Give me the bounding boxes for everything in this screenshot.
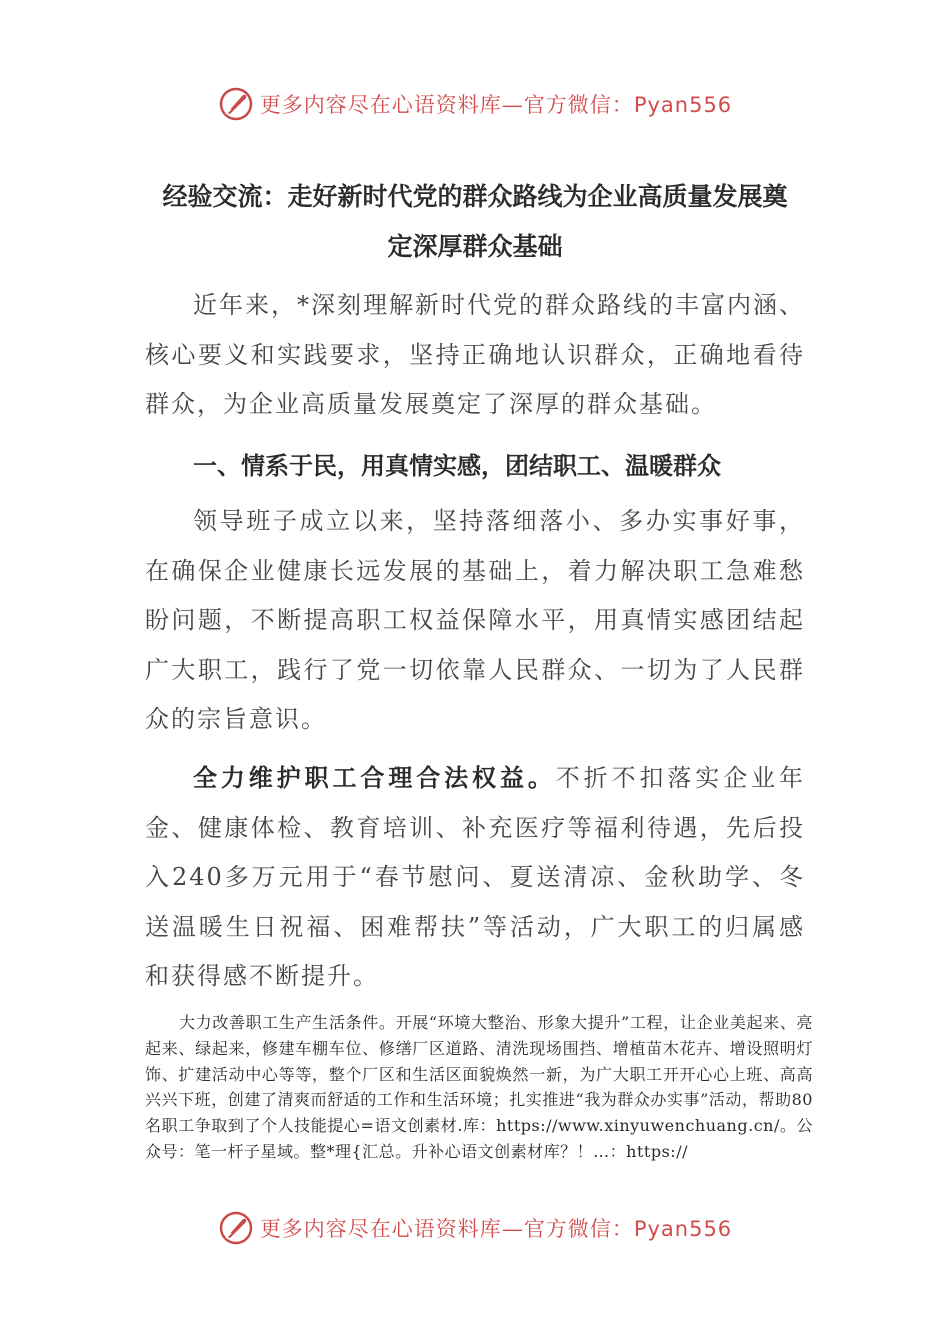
title-line-1: 经验交流：走好新时代党的群众路线为企业高质量发展奠 — [162, 182, 788, 211]
banner-wechat-label: 官方微信： — [523, 1217, 634, 1241]
feather-pen-logo-icon — [218, 86, 254, 122]
section-paragraph: 领导班子成立以来，坚持落细落小、多办实事好事，在确保企业健康长远发展的基础上，着力解决职工急难愁盼问题，不断提高职工权益保障水平，用真情实感团结起广大职工，践行了党一切依靠人民群众、一切为了人民群众的宗旨意识。 — [145, 507, 805, 733]
banner-wechat-id: Pyan556 — [633, 93, 733, 117]
banner-wechat-id: Pyan556 — [633, 1217, 733, 1241]
banner-text — [260, 1213, 732, 1243]
point-1-body: 不折不扣落实企业年金、健康体检、教育培训、补充医疗等福利待遇，先后投入240多万元用于“春节慰问、夏送清凉、金秋助学、冬送温暖生日祝福、困难帮扶”等活动，广大职工的归属感和获得感不断提升。 — [145, 764, 806, 990]
point-paragraph-2: 大力改善职工生产生活条件。开展“环境大整治、形象大提升”工程，让企业美起来、亮起来、绿起来，修建车棚车位、修缮厂区道路、清洗现场围挡、增植苗木花卉、增设照明灯饰、扩建活动中心等等，整个厂区和生活区面貌焕然一新，为广大职工开开心心上班、高高兴兴下班，创建了清爽而舒适的工作和生活环境；扎实推进“我为群众办实事”活动，帮助80名职工争取到了个人技能提心=语文创素材.库：https://www.xinyuwenchuang.cn/。公众号：笔一杆子星域。整*理{汇总。升补心语文创素材库？！…：https:// — [145, 1013, 813, 1161]
feather-pen-logo-icon — [218, 1210, 254, 1246]
banner-dash: — — [501, 93, 524, 117]
banner-text — [260, 89, 732, 119]
point-paragraph-1 — [145, 754, 805, 1002]
title-line-2: 定深厚群众基础 — [387, 232, 563, 261]
header-banner — [0, 84, 950, 124]
banner-dash: — — [501, 1217, 524, 1241]
banner-wechat-label: 官方微信： — [523, 93, 634, 117]
point-1-lead: 全力维护职工合理合法权益。 — [193, 764, 556, 792]
banner-slogan: 更多内容尽在心语资料库 — [259, 1217, 502, 1241]
banner-slogan: 更多内容尽在心语资料库 — [259, 93, 502, 117]
section-heading: 一、情系于民，用真情实感，团结职工、温暖群众 — [193, 452, 721, 480]
footer-banner — [0, 1208, 950, 1248]
intro-paragraph: 近年来，*深刻理解新时代党的群众路线的丰富内涵、核心要义和实践要求，坚持正确地认识群众，正确地看待群众，为企业高质量发展奠定了深厚的群众基础。 — [145, 291, 805, 418]
document-title — [145, 172, 805, 272]
